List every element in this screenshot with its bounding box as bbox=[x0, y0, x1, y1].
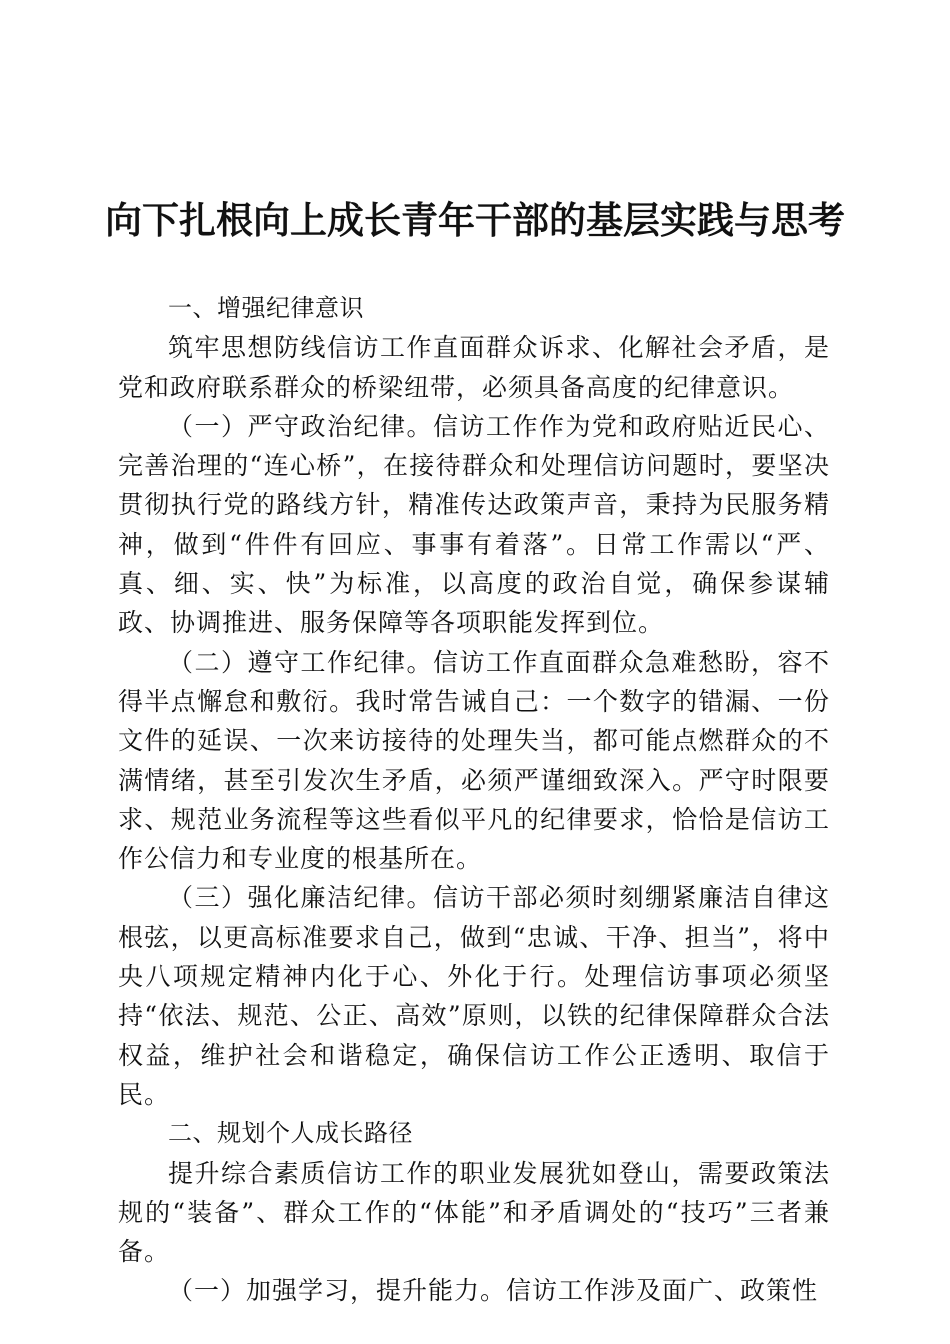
paragraph-text: 信访干部必须时刻绷紧廉洁自律这根弦，以更高标准要求自己，做到“忠诚、干净、担当”，将中央八项规定精神内化于心、外化于行。处理信访事项必须坚持“依法、规范、公正、高效”原则，以铁的纪律保障群众合法权益，维护社会和谐稳定，确保信访工作公正透明、取信于民。 bbox=[118, 883, 830, 1109]
paragraph-lead: （一）严守政治纪律。 bbox=[168, 411, 433, 441]
paragraph-text: 信访工作直面群众急难愁盼，容不得半点懈怠和敷衍。我时常告诫自己：一个数字的错漏、一份文件的延误、一次来访接待的处理失当，都可能点燃群众的不满情绪，甚至引发次生矛盾，必须严谨细致深入。严守时限要求、规范业务流程等这些看似平凡的纪律要求，恰恰是信访工作公信力和专业度的根基所在。 bbox=[118, 647, 830, 874]
paragraph-lead: （三）强化廉洁纪律。 bbox=[168, 883, 433, 913]
paragraph-lead: （一）加强学习，提升能力。 bbox=[168, 1276, 507, 1306]
paragraph bbox=[118, 407, 830, 643]
section-intro: 筑牢思想防线信访工作直面群众诉求、化解社会矛盾，是党和政府联系群众的桥梁纽带，必须具备高度的纪律意识。 bbox=[118, 333, 830, 402]
section-heading: 二、规划个人成长路径 bbox=[168, 1119, 413, 1148]
document-body bbox=[118, 289, 830, 1311]
section-intro: 提升综合素质信访工作的职业发展犹如登山，需要政策法规的“装备”、群众工作的“体能”和矛盾调处的“技巧”三者兼备。 bbox=[118, 1158, 830, 1267]
paragraph-text: 信访工作作为党和政府贴近民心、完善治理的“连心桥”，在接待群众和处理信访问题时，要坚决贯彻执行党的路线方针，精准传达政策声音，秉持为民服务精神，做到“件件有回应、事事有着落”。日常工作需以“严、真、细、实、快”为标准，以高度的政治自觉，确保参谋辅政、协调推进、服务保障等各项职能发挥到位。 bbox=[118, 411, 830, 638]
section-heading: 一、增强纪律意识 bbox=[168, 294, 364, 322]
paragraph-text: 信访工作涉及面广、政策性 bbox=[506, 1276, 819, 1306]
paragraph bbox=[118, 878, 830, 1114]
paragraph-lead: （二）遵守工作纪律。 bbox=[168, 647, 433, 677]
paragraph bbox=[118, 1271, 830, 1310]
document-title: 向下扎根向上成长青年干部的基层实践与思考 bbox=[105, 198, 845, 242]
paragraph bbox=[118, 643, 830, 879]
